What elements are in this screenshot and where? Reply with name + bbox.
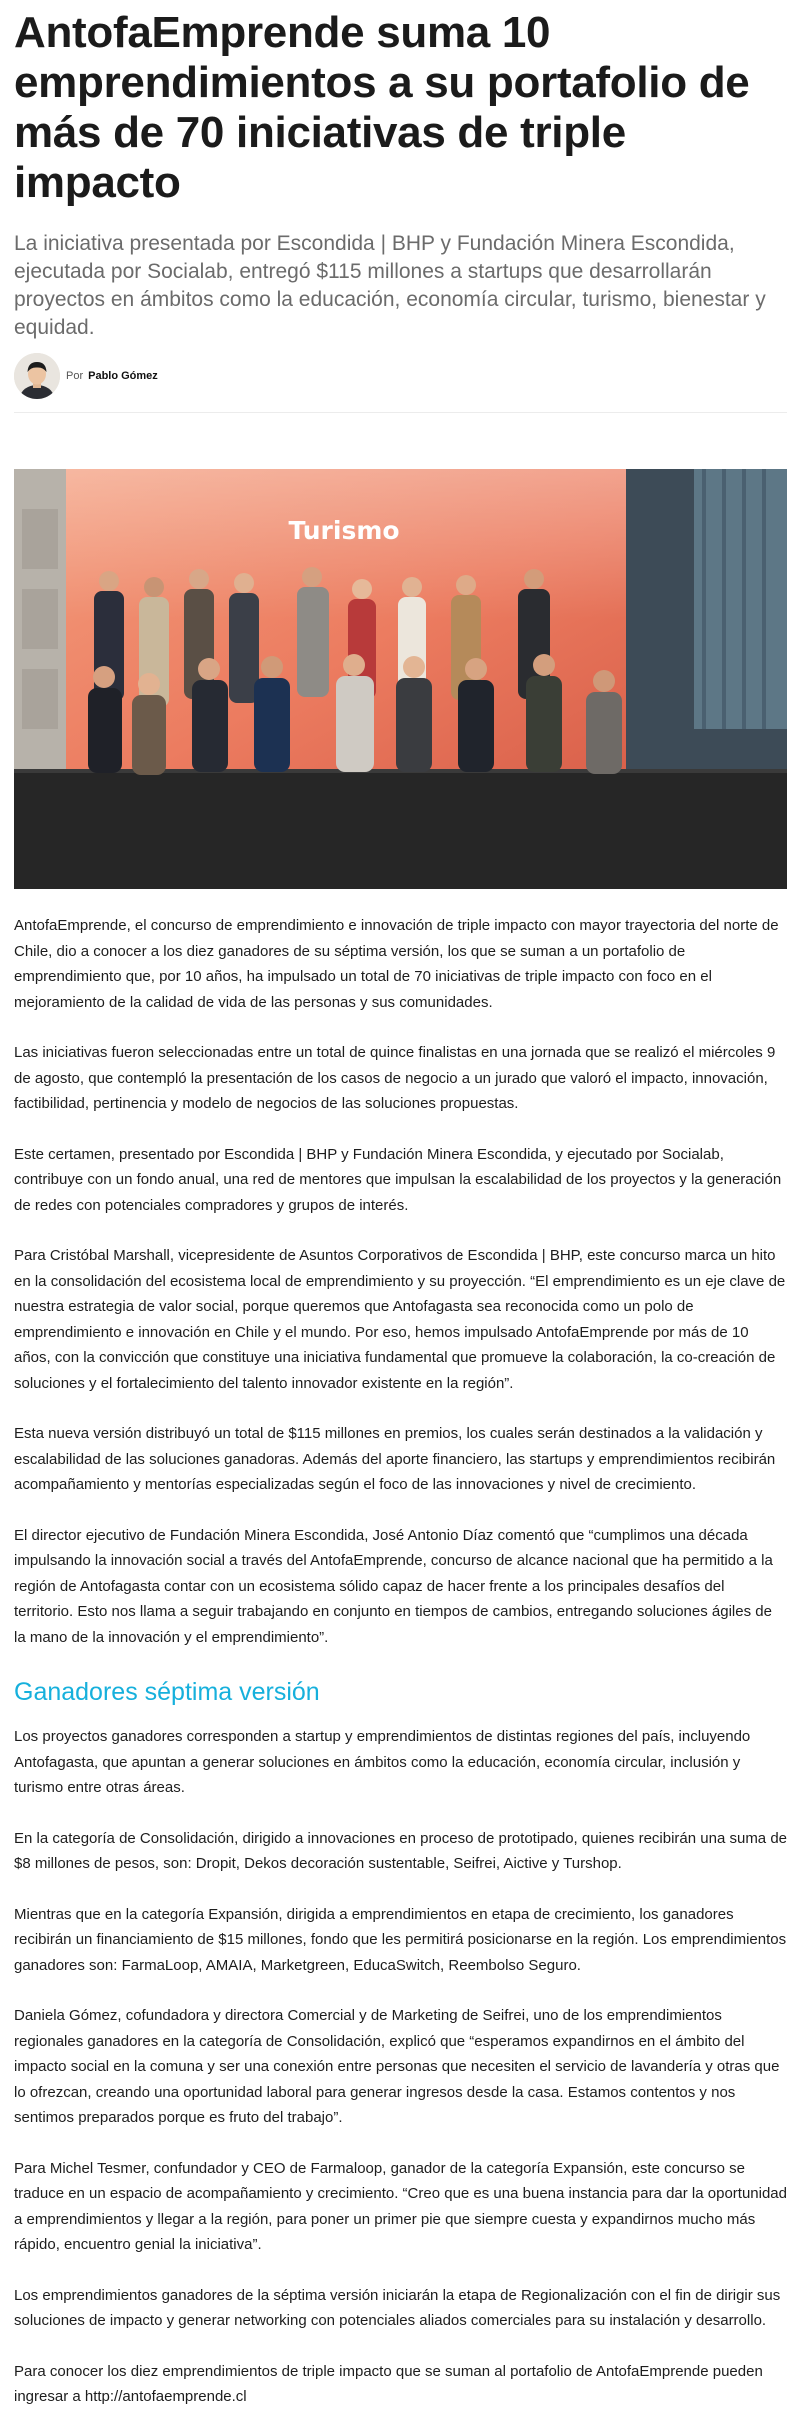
article-body: [14, 913, 787, 2410]
article-subtitle: La iniciativa presentada por Escondida | BHP y Fundación Minera Escondida, ejecutada por Socialab, entregó $115 millones a startups que desarrollarán proyectos en ámbitos como la educación, economía circular, turismo, bienestar y equidad.: [14, 232, 766, 339]
article-paragraph: Para Cristóbal Marshall, vicepresidente de Asuntos Corporativos de Escondida | BHP, este concurso marca un hito en la consolidación del ecosistema local de emprendimiento y su proyección. “El emprendimiento es un eje clave de nuestra estrategia de valor social, porque queremos que Antofagasta sea reconocida como un polo de emprendimiento e innovación en Chile y el mundo. Por eso, hemos impulsado AntofaEmprende por más de 10 años, con la convicción que constituye una iniciativa fundamental que promueve la colaboración, la co-creación de soluciones y el fortalecimiento del talento innovador existente en la región”.: [14, 1247, 786, 1392]
author-avatar[interactable]: [14, 353, 60, 399]
article-paragraph: Esta nueva versión distribuyó un total de $115 millones en premios, los cuales serán destinados a la validación y escalabilidad de las soluciones ganadoras. Además del aporte financiero, las startups y emprendimientos recibirán acompañamiento y mentorías especializadas según el foco de las innovaciones y nivel de crecimiento.: [14, 1425, 776, 1493]
section-heading: Ganadores séptima versión: [14, 1678, 320, 1706]
hero-sign-text: Turismo: [288, 516, 400, 545]
byline: [14, 352, 787, 400]
article-paragraph: Las iniciativas fueron seleccionadas entre un total de quince finalistas en una jornada que se realizó el miércoles 9 de agosto, que contempló la presentación de los casos de negocio a un jurado que valoró el impacto, innovación, factibilidad, pertinencia y modelo de negocios de las soluciones propuestas.: [14, 1044, 776, 1112]
hero-photo: [14, 469, 787, 889]
article-title: AntofaEmprende suma 10 emprendimientos a su portafolio de más de 70 iniciativas de triple impacto: [14, 8, 750, 207]
article-paragraph: Daniela Gómez, cofundadora y directora Comercial y de Marketing de Seifrei, uno de los emprendimientos regionales ganadores en la categoría de Consolidación, explicó que “esperamos expandirnos en el ámbito del impacto social en la comuna y ser una conexión entre personas que necesiten el servicio de lavandería y otras que lo ofrezcan, creando una oportunidad laboral para generar ingresos desde la casa. Estamos contentos y nos sentimos preparados porque es fruto del trabajo”.: [14, 2007, 780, 2126]
article-paragraph: Para Michel Tesmer, confundador y CEO de Farmaloop, ganador de la categoría Expansión, este concurso se traduce en un espacio de acompañamiento y crecimiento. “Creo que es una buena instancia para dar la oportunidad a emprendimientos y llegar a la región, para poner un primer pie que siempre cuesta y expandirnos mucho más rápido, encuentro genial la iniciativa”.: [14, 2159, 787, 2253]
article-paragraph: Los proyectos ganadores corresponden a startup y emprendimientos de distintas regiones del país, incluyendo Antofagasta, que apuntan a generar soluciones en ámbitos como la educación, economía circular, inclusión y turismo entre otras áreas.: [14, 1728, 751, 1796]
article-paragraph: En la categoría de Consolidación, dirigido a innovaciones en proceso de prototipado, quienes recibirán una suma de $8 millones de pesos, son: Dropit, Dekos decoración sustentable, Seifrei, Aictive y Turshop.: [14, 1829, 788, 1872]
author-name[interactable]: Pablo Gómez: [88, 370, 158, 382]
article-paragraph: Este certamen, presentado por Escondida | BHP y Fundación Minera Escondida, y ejecutado por Socialab, contribuye con un fondo anual, una red de mentores que impulsan la escalabilidad de los proyectos y la generación de redes con potenciales compradores y grupos de interés.: [14, 1145, 782, 1214]
article-paragraph: Mientras que en la categoría Expansión, dirigida a emprendimientos en etapa de crecimiento, los ganadores recibirán un financiamiento de $15 millones, fondo que les permitirá posicionarse en la región. Los emprendimientos ganadores son: FarmaLoop, AMAIA, Marketgreen, EducaSwitch, Reembolso Seguro.: [14, 1905, 787, 1974]
author-avatar-image: [14, 353, 60, 399]
header-divider: [14, 412, 787, 413]
hero-photo-illustration: [14, 469, 787, 889]
article-paragraph: Los emprendimientos ganadores de la séptima versión iniciarán la etapa de Regionalización con el fin de dirigir sus soluciones de impacto y generar networking con potenciales aliados comerciales para su instalación y desarrollo.: [14, 2286, 781, 2329]
article-paragraph: AntofaEmprende, el concurso de emprendimiento e innovación de triple impacto con mayor trayectoria del norte de Chile, dio a conocer a los diez ganadores de su séptima versión, los que se suman a un portafolio de emprendimiento que, por 10 años, ha impulsado un total de 70 iniciativas de triple impacto con foco en el mejoramiento de la calidad de vida de las personas y sus comunidades.: [14, 917, 779, 1011]
article-paragraph: Para conocer los diez emprendimientos de triple impacto que se suman al portafolio de AntofaEmprende pueden ingresar a http://antofaemprende.cl: [14, 2362, 763, 2405]
article-paragraph: El director ejecutivo de Fundación Minera Escondida, José Antonio Díaz comentó que “cumplimos una década impulsando la innovación social a través del AntofaEmprende, concurso de alcance nacional que ha permitido a la región de Antofagasta contar con un ecosistema sólido capaz de hacer frente a los principales desafíos del territorio. Esto nos llama a seguir trabajando en conjunto en tiempos de cambios, entregando soluciones ágiles de la mano de la innovación y el emprendimiento”.: [14, 1526, 773, 1646]
byline-prefix: Por: [66, 370, 84, 382]
